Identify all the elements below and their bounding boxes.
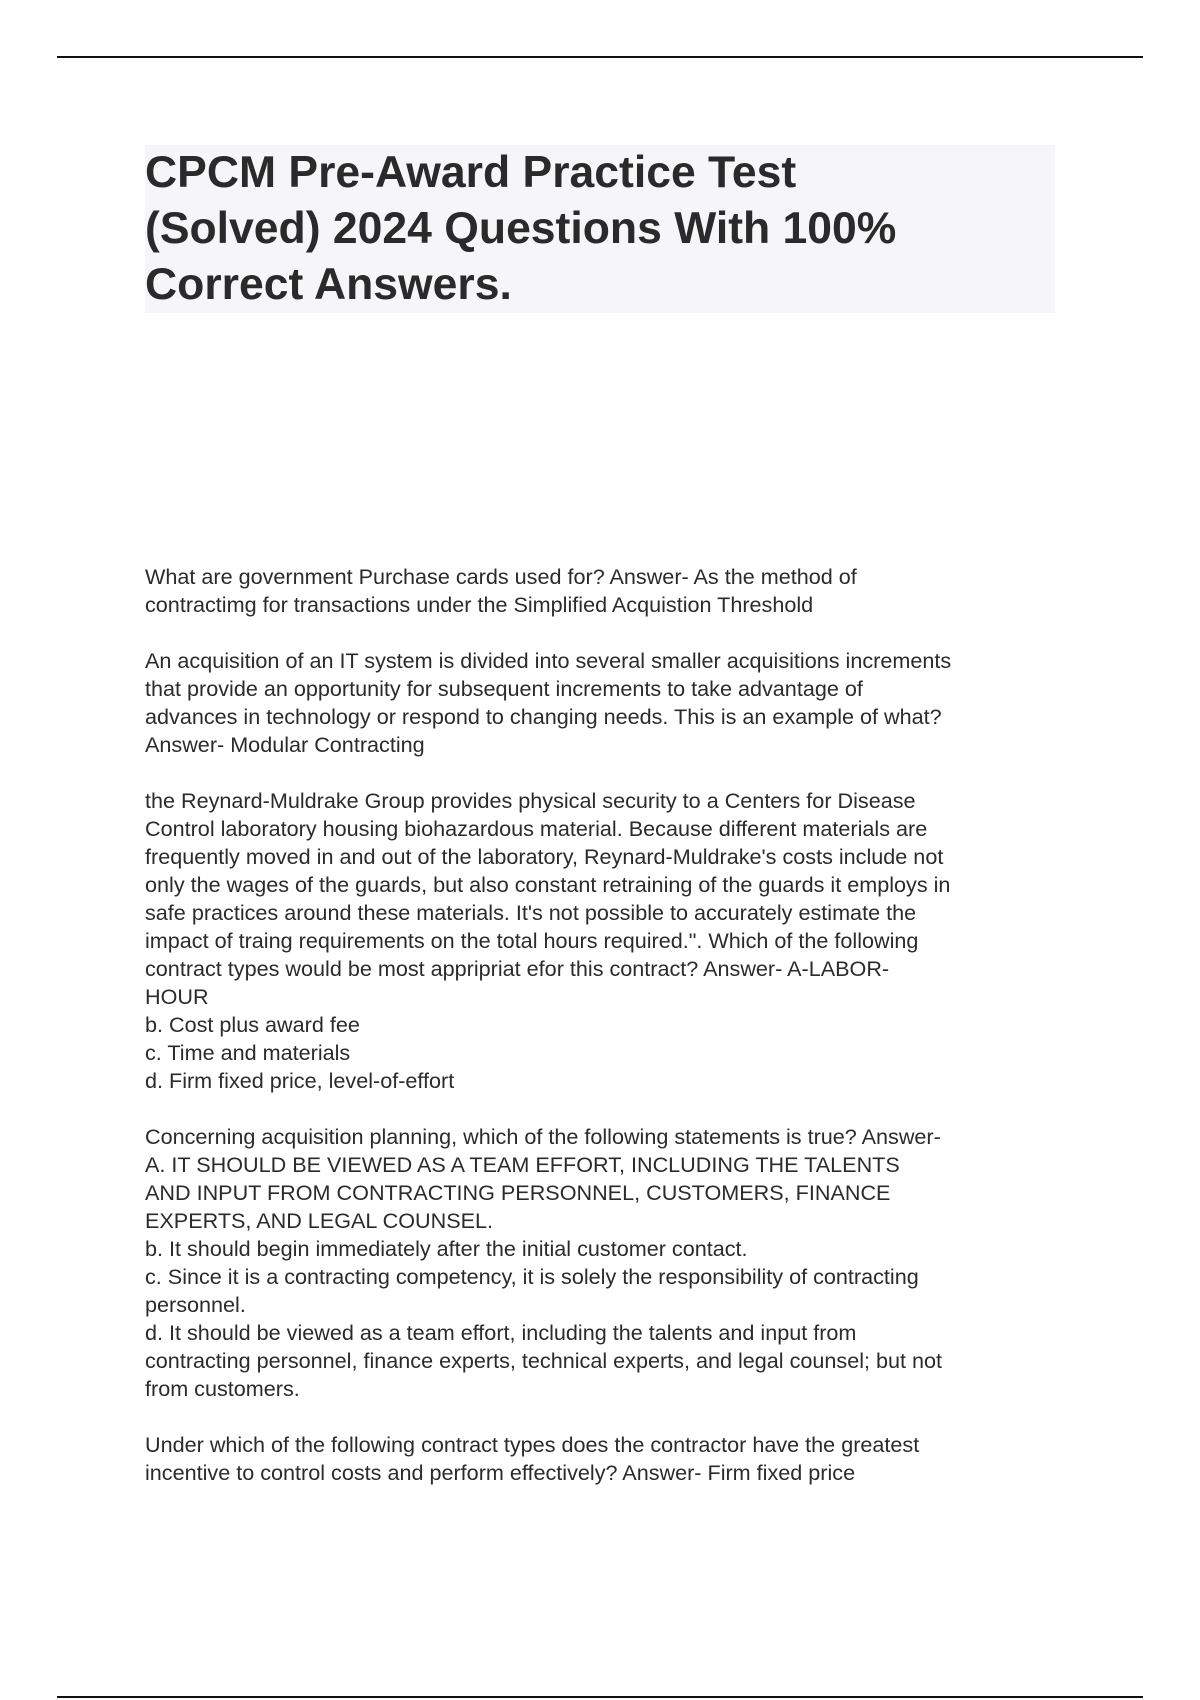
question-text-line: AND INPUT FROM CONTRACTING PERSONNEL, CUSTOMERS, FINANCE (145, 1180, 891, 1205)
question-text-line: that provide an opportunity for subsequent increments to take advantage of (145, 676, 863, 701)
question-text-line: A. IT SHOULD BE VIEWED AS A TEAM EFFORT, INCLUDING THE TALENTS (145, 1152, 900, 1177)
question-text-line: Answer- Modular Contracting (145, 732, 425, 757)
document-title (145, 145, 1055, 313)
answer-option-line: d. Firm fixed price, level-of-effort (145, 1068, 455, 1093)
answer-option-line: b. Cost plus award fee (145, 1012, 360, 1037)
title-line: (Solved) 2024 Questions With 100% (145, 204, 897, 253)
question-text-line: EXPERTS, AND LEGAL COUNSEL. (145, 1208, 494, 1233)
question-text-line: What are government Purchase cards used for? Answer- As the method of (145, 564, 857, 589)
question-text-line: impact of traing requirements on the total hours required.". Which of the following (145, 928, 919, 953)
question-text-line: HOUR (145, 984, 209, 1009)
question-text-line: the Reynard-Muldrake Group provides physical security to a Centers for Disease (145, 788, 916, 813)
answer-option-line: d. It should be viewed as a team effort, including the talents and input from (145, 1320, 857, 1345)
question-text-line: contractimg for transactions under the Simplified Acquistion Threshold (145, 592, 814, 617)
question-item (145, 1431, 1065, 1487)
question-text-line: Control laboratory housing biohazardous material. Because different materials are (145, 816, 928, 841)
question-item (145, 647, 1065, 759)
question-item (145, 1123, 1065, 1403)
answer-option-line: contracting personnel, finance experts, technical experts, and legal counsel; but not (145, 1348, 943, 1373)
question-text-line: Concerning acquisition planning, which of the following statements is true? Answer- (145, 1124, 941, 1149)
title-block (145, 145, 1055, 313)
top-rule (57, 56, 1143, 58)
title-line: Correct Answers. (145, 260, 512, 309)
answer-option-line: b. It should begin immediately after the initial customer contact. (145, 1236, 748, 1261)
title-line: CPCM Pre-Award Practice Test (145, 148, 797, 197)
bottom-rule (57, 1696, 1143, 1698)
answer-option-line: c. Time and materials (145, 1040, 351, 1065)
question-item (145, 563, 1065, 619)
question-text-line: Under which of the following contract types does the contractor have the greatest (145, 1432, 920, 1457)
question-text-line: only the wages of the guards, but also constant retraining of the guards it employs in (145, 872, 951, 897)
question-text-line: An acquisition of an IT system is divided into several smaller acquisitions increments (145, 648, 952, 673)
answer-option-line: c. Since it is a contracting competency, it is solely the responsibility of contracting (145, 1264, 919, 1289)
answer-option-line: from customers. (145, 1376, 300, 1401)
question-text-line: frequently moved in and out of the laboratory, Reynard-Muldrake's costs include not (145, 844, 944, 869)
question-text-line: incentive to control costs and perform effectively? Answer- Firm fixed price (145, 1460, 856, 1485)
answer-option-line: personnel. (145, 1292, 246, 1317)
question-text-line: advances in technology or respond to changing needs. This is an example of what? (145, 704, 942, 729)
question-item (145, 787, 1065, 1095)
question-text-line: contract types would be most appripriat efor this contract? Answer- A-LABOR- (145, 956, 890, 981)
question-text-line: safe practices around these materials. It's not possible to accurately estimate the (145, 900, 917, 925)
question-list (145, 563, 1065, 1515)
